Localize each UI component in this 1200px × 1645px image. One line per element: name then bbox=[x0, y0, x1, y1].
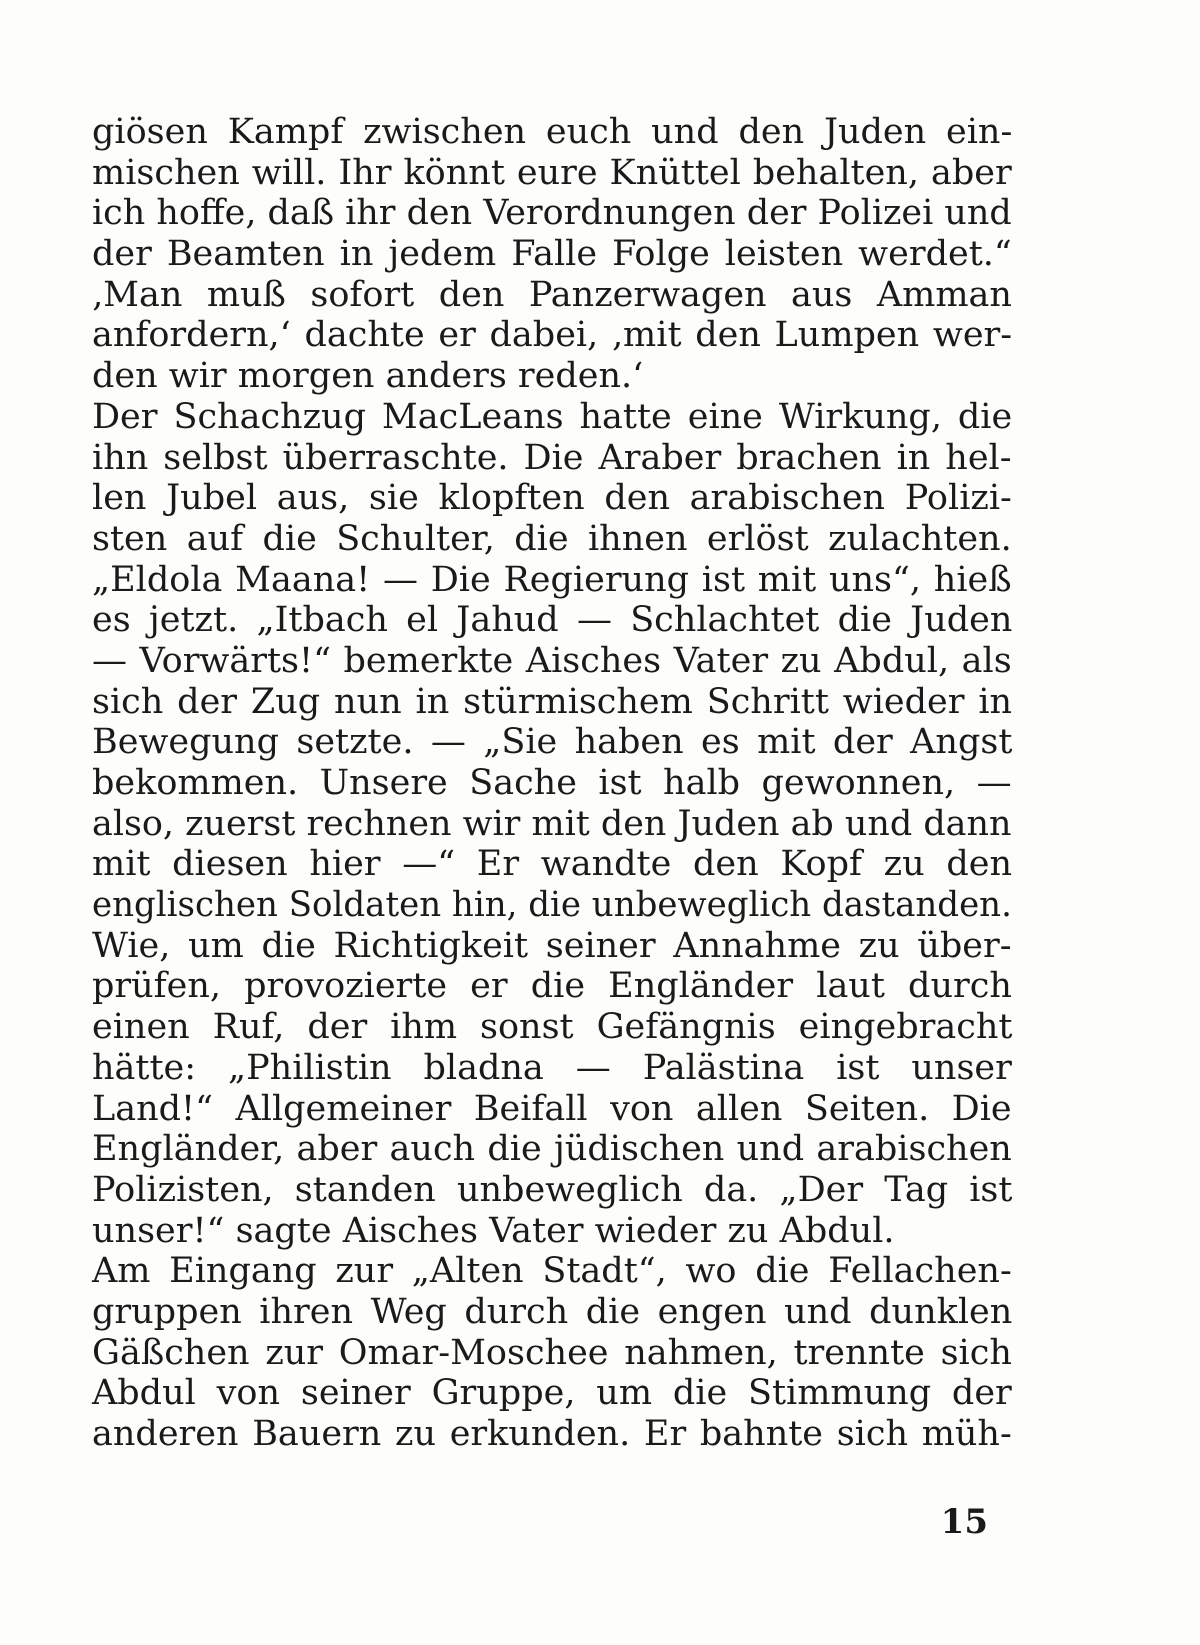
text-line: Gäßchen zur Omar-Moschee nahmen, trennte sich bbox=[92, 1332, 1012, 1373]
text-line: Land!“ Allgemeiner Beifall von allen Seiten. Die bbox=[92, 1088, 1012, 1129]
page-number: 15 bbox=[940, 1502, 988, 1542]
text-line: einen Ruf, der ihm sonst Gefängnis eingebracht bbox=[92, 1007, 1013, 1048]
text-line: anfordern,‘ dachte er dabei, ‚mit den Lumpen wer- bbox=[92, 315, 1013, 356]
text-line: unser!“ sagte Aisches Vater wieder zu Abdul. bbox=[92, 1210, 895, 1251]
text-line: den wir morgen anders reden.‘ bbox=[92, 356, 644, 397]
body-text bbox=[92, 112, 1012, 1455]
text-line: ich hoffe, daß ihr den Verordnungen der Polizei und bbox=[92, 193, 1012, 234]
text-line: Wie, um die Richtigkeit seiner Annahme zu über- bbox=[92, 925, 1012, 966]
text-line: der Beamten in jedem Falle Folge leisten werdet.“ bbox=[92, 234, 1012, 275]
text-line: anderen Bauern zu erkunden. Er bahnte sich müh- bbox=[92, 1414, 1012, 1454]
text-line: es jetzt. „Itbach el Jahud — Schlachtet die Juden bbox=[92, 600, 1013, 641]
text-line: giösen Kampf zwischen euch und den Juden ein- bbox=[92, 112, 1013, 152]
text-line: sten auf die Schulter, die ihnen erlöst zulachten. bbox=[92, 518, 1012, 559]
text-line: Polizisten, standen unbeweglich da. „Der Tag ist bbox=[92, 1169, 1013, 1210]
text-line: englischen Soldaten hin, die unbeweglich dastanden. bbox=[92, 885, 1012, 926]
text-line: ‚Man muß sofort den Panzerwagen aus Amman bbox=[92, 274, 1012, 315]
text-line: prüfen, provozierte er die Engländer laut durch bbox=[92, 966, 1012, 1007]
text-line: mit diesen hier —“ Er wandte den Kopf zu den bbox=[92, 844, 1012, 885]
text-line: — Vorwärts!“ bemerkte Aisches Vater zu Abdul, als bbox=[92, 640, 1012, 681]
text-line: hätte: „Philistin bladna — Palästina ist unser bbox=[92, 1047, 1012, 1088]
text-line: „Eldola Maana! — Die Regierung ist mit uns“, hieß bbox=[92, 559, 1012, 600]
text-line: mischen will. Ihr könnt eure Knüttel behalten, aber bbox=[92, 152, 1012, 193]
text-line: ihn selbst überraschte. Die Araber brachen in hel- bbox=[92, 437, 1012, 478]
text-line: Am Eingang zur „Alten Stadt“, wo die Fellachen- bbox=[92, 1251, 1012, 1292]
text-line: Bewegung setzte. — „Sie haben es mit der Angst bbox=[92, 722, 1013, 763]
text-line: Der Schachzug MacLeans hatte eine Wirkung, die bbox=[92, 396, 1013, 437]
text-line: Abdul von seiner Gruppe, um die Stimmung der bbox=[92, 1373, 1012, 1414]
text-line: bekommen. Unsere Sache ist halb gewonnen, — bbox=[92, 763, 1012, 803]
text-line: also, zuerst rechnen wir mit den Juden ab und dann bbox=[92, 803, 1012, 844]
text-line: gruppen ihren Weg durch die engen und dunklen bbox=[92, 1291, 1013, 1332]
text-line: sich der Zug nun in stürmischem Schritt wieder in bbox=[92, 681, 1013, 722]
text-line: Engländer, aber auch die jüdischen und arabischen bbox=[92, 1129, 1012, 1170]
text-line: len Jubel aus, sie klopften den arabischen Polizi- bbox=[92, 478, 1012, 519]
